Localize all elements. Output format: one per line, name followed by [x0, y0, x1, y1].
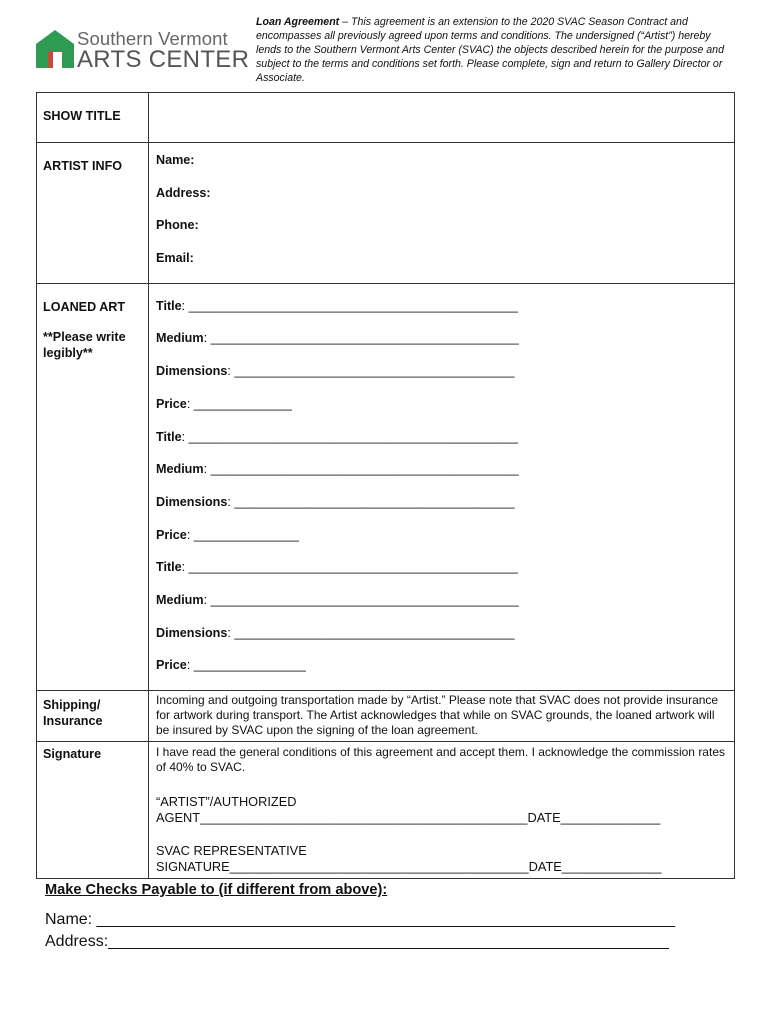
row-show-title: [37, 93, 735, 143]
art2-title-label: Title: [156, 429, 182, 444]
logo-line-2: ARTS CENTER: [77, 46, 250, 73]
show-title-field[interactable]: [149, 93, 735, 143]
checks-payable-section: [45, 882, 725, 951]
loan-form-table: [36, 92, 735, 879]
art3-dimensions-field[interactable]: [149, 625, 734, 658]
art3-dimensions-line: : ________________________________________: [227, 625, 515, 640]
checks-payable-title: Make Checks Payable to (if different from above):: [45, 882, 388, 898]
signature-label-cell: [37, 742, 149, 879]
artist-name-field[interactable]: [149, 152, 734, 185]
payee-address-field[interactable]: Address:_______________________________________________________________: [45, 933, 669, 950]
art3-price-label: Price: [156, 658, 187, 673]
art2-medium-label: Medium: [156, 462, 204, 477]
art3-title-line: : _______________________________________________: [181, 560, 518, 575]
svac-signature-caption: SVAC REPRESENTATIVE: [156, 843, 307, 858]
show-title-label-cell: [37, 93, 149, 143]
shipping-label-cell: [37, 691, 149, 742]
art2-dimensions-label: Dimensions: [156, 494, 228, 509]
shipping-label: Shipping/ Insurance: [43, 698, 103, 728]
art2-price-label: Price: [156, 527, 187, 542]
signature-label: Signature: [43, 747, 102, 761]
svac-logo: [36, 28, 250, 73]
svac-signature-rule: SIGNATURE__________________________________________DATE______________: [156, 859, 662, 874]
loaned-art-label-cell: [37, 283, 149, 690]
artist-name-label: Name:: [156, 153, 195, 167]
art3-price-field[interactable]: [149, 657, 734, 690]
signature-text: I have read the general conditions of this agreement and accept them. I acknowledge the commission rates of 40% to SVAC.: [156, 745, 725, 774]
intro-paragraph: [256, 15, 726, 85]
loaned-art-note: **Please write legibly**: [43, 329, 126, 360]
art2-medium-line: : ____________________________________________: [203, 462, 519, 477]
signature-cell: [149, 742, 735, 879]
art2-medium-field[interactable]: [149, 461, 734, 494]
intro-text: – This agreement is an extension to the 2020 SVAC Season Contract and encompasses all previously agreed upon terms and conditions. The undersigned (“Artist”) hereby lends to the Southern Vermont Arts Center (SVAC) the objects described herein for the purpose and subject to the terms and conditions set forth. Please complete, sign and return to Gallery Director or Associate.: [256, 16, 724, 84]
art1-medium-label: Medium: [156, 331, 204, 346]
art2-price-field[interactable]: [149, 527, 734, 560]
svac-signature-line[interactable]: [149, 843, 734, 875]
art1-dimensions-line: : ________________________________________: [227, 364, 515, 379]
art3-title-field[interactable]: [149, 559, 734, 592]
art2-title-field[interactable]: [149, 429, 734, 462]
art2-dimensions-field[interactable]: [149, 494, 734, 527]
art3-medium-line: : ____________________________________________: [203, 592, 519, 607]
art1-medium-line: : ____________________________________________: [203, 331, 519, 346]
art1-title-label: Title: [156, 298, 182, 313]
house-logo-icon: [36, 30, 74, 68]
shipping-cell: [149, 691, 735, 742]
artist-phone-label: Phone:: [156, 218, 199, 233]
loaned-art-label: LOANED ART: [43, 299, 126, 314]
row-signature: [37, 742, 735, 879]
art2-price-line: : _______________: [186, 527, 299, 542]
artist-email-field[interactable]: [149, 250, 734, 283]
artist-phone-field[interactable]: [149, 217, 734, 250]
show-title-label: SHOW TITLE: [43, 109, 121, 123]
art1-price-label: Price: [156, 396, 187, 411]
art3-medium-label: Medium: [156, 592, 204, 607]
art1-price-field[interactable]: [149, 396, 734, 429]
intro-title: Loan Agreement: [256, 16, 340, 28]
shipping-text: Incoming and outgoing transportation made by “Artist.” Please note that SVAC does not provide insurance for artwork during transport. The Artist acknowledges that while on SVAC grounds, the loaned artwork will be insured by SVAC upon the signing of the loan agreement.: [156, 693, 719, 737]
artist-address-label: Address:: [156, 185, 211, 200]
artist-signature-line[interactable]: [149, 794, 734, 826]
art3-price-line: : ________________: [186, 658, 306, 673]
art1-title-line: : _______________________________________________: [181, 298, 518, 313]
art3-medium-field[interactable]: [149, 592, 734, 625]
row-loaned-art: [37, 283, 735, 690]
artist-signature-rule: AGENT______________________________________________DATE______________: [156, 810, 661, 825]
art1-dimensions-label: Dimensions: [156, 364, 228, 379]
art2-title-line: : _______________________________________________: [181, 429, 518, 444]
artist-info-fields: [149, 143, 735, 284]
art2-dimensions-line: : ________________________________________: [227, 494, 515, 509]
art1-dimensions-field[interactable]: [149, 363, 734, 396]
artist-signature-caption: “ARTIST”/AUTHORIZED: [156, 794, 297, 809]
art3-title-label: Title: [156, 560, 182, 575]
artist-email-label: Email:: [156, 251, 194, 266]
art1-medium-field[interactable]: [149, 330, 734, 363]
artist-info-label-cell: [37, 143, 149, 284]
payee-name-field[interactable]: Name: _________________________________________________________________: [45, 911, 675, 928]
artist-address-field[interactable]: [149, 185, 734, 218]
art3-dimensions-label: Dimensions: [156, 625, 228, 640]
art1-title-field[interactable]: [149, 298, 734, 331]
art1-price-line: : ______________: [186, 396, 292, 411]
loaned-art-fields: [149, 283, 735, 690]
row-artist-info: [37, 143, 735, 284]
logo-line-1: Southern Vermont: [77, 28, 228, 49]
row-shipping: [37, 691, 735, 742]
artist-info-label: ARTIST INFO: [43, 159, 123, 173]
